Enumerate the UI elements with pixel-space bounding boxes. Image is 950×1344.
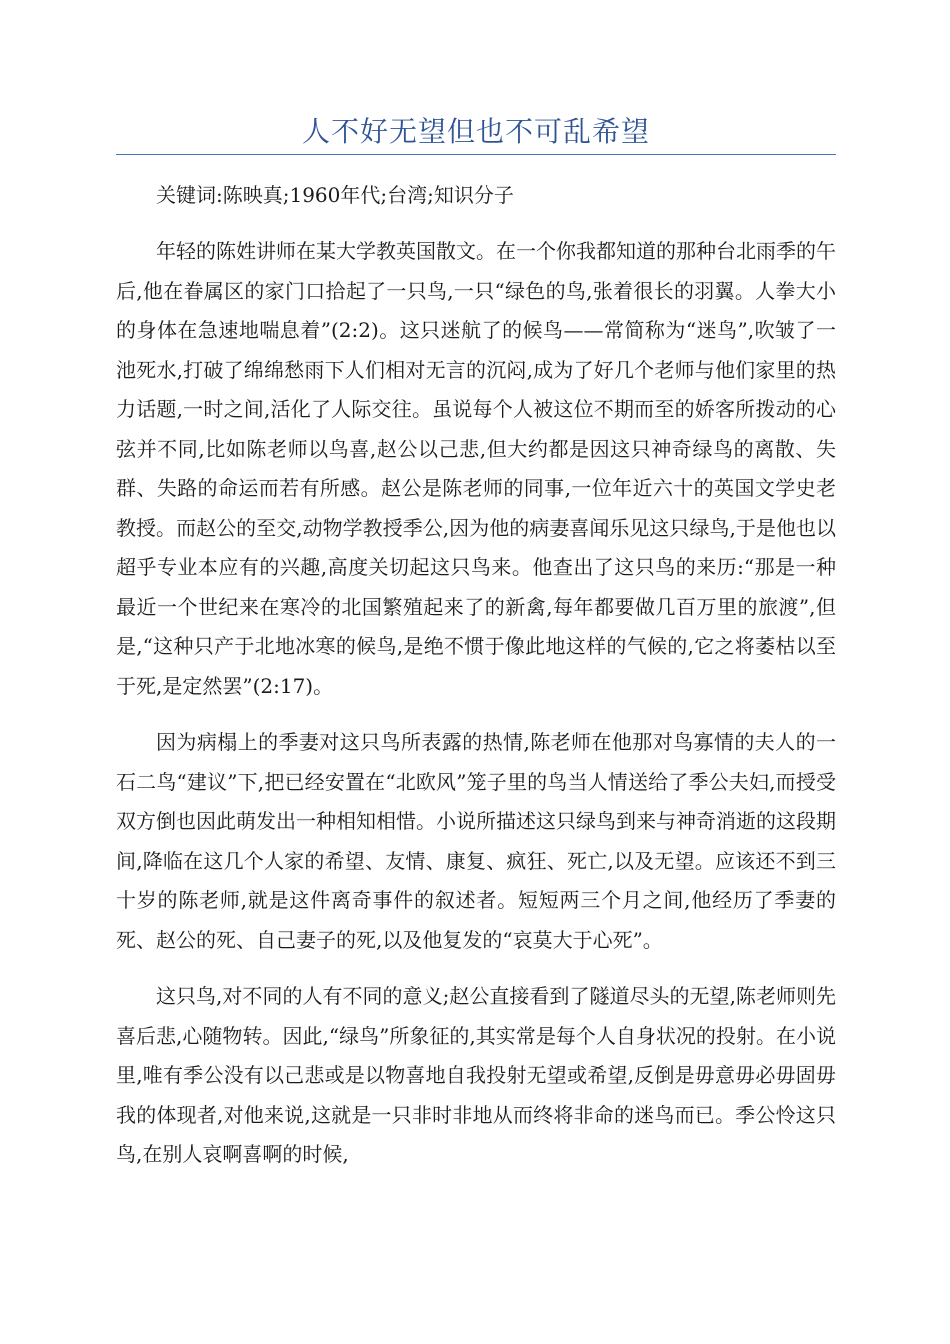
paragraph-3: 这只鸟,对不同的人有不同的意义;赵公直接看到了隧道尽头的无望,陈老师则先喜后悲,心随物转。因此,“绿鸟”所象征的,其实常是每个人自身状况的投射。在小说里,唯有季公没有以己悲或是以物喜地自我投射无望或希望,反倒是毋意毋必毋固毋我的体现者,对他来说,这就是一只非时非地从而终将非命的迷鸟而已。季公怜这只鸟,在别人哀啊喜啊的时候,: [116, 984, 836, 1166]
body-text: [116, 232, 836, 1192]
document-title: 人不好无望但也不可乱希望: [301, 115, 650, 148]
paragraph-2: 因为病榻上的季妻对这只鸟所表露的热情,陈老师在他那对鸟寡情的夫人的一石二鸟“建议”下,把已经安置在“北欧风”笼子里的鸟当人情送给了季公夫妇,而授受双方倒也因此萌发出一种相知相惜。小说所描述这只绿鸟到来与神奇消逝的这段期间,降临在这几个人家的希望、友情、康复、疯狂、死亡,以及无望。应该还不到三十岁的陈老师,就是这件离奇事件的叙述者。短短两三个月之间,他经历了季妻的死、赵公的死、自己妻子的死,以及他复发的“哀莫大于心死”。: [116, 730, 836, 952]
paragraph-1: 年轻的陈姓讲师在某大学教英国散文。在一个你我都知道的那种台北雨季的午后,他在眷属区的家门口拾起了一只鸟,一只“绿色的鸟,张着很长的羽翼。人拳大小的身体在急速地喘息着”(2:2)。这只迷航了的候鸟——常简称为“迷鸟”,吹皱了一池死水,打破了绵绵愁雨下人们相对无言的沉闷,成为了好几个老师与他们家里的热力话题,一时之间,活化了人际交往。虽说每个人被这位不期而至的娇客所拨动的心弦并不同,比如陈老师以鸟喜,赵公以己悲,但大约都是因这只神奇绿鸟的离散、失群、失路的命运而若有所感。赵公是陈老师的同事,一位年近六十的英国文学史老教授。而赵公的至交,动物学教授季公,因为他的病妻喜闻乐见这只绿鸟,于是他也以超乎专业本应有的兴趣,高度关切起这只鸟来。他查出了这只鸟的来历:“那是一种最近一个世纪来在寒冷的北国繁殖起来了的新禽,每年都要做几百万里的旅渡”,但是,“这种只产于北地冰寒的候鸟,是绝不惯于像此地这样的气候的,它之将萎枯以至于死,是定然罢”(2:17)。: [116, 239, 836, 698]
document-page: [116, 0, 836, 1344]
title-underline: [116, 154, 836, 155]
keywords-line: 关键词:陈映真;1960年代;台湾;知识分子: [156, 183, 514, 207]
